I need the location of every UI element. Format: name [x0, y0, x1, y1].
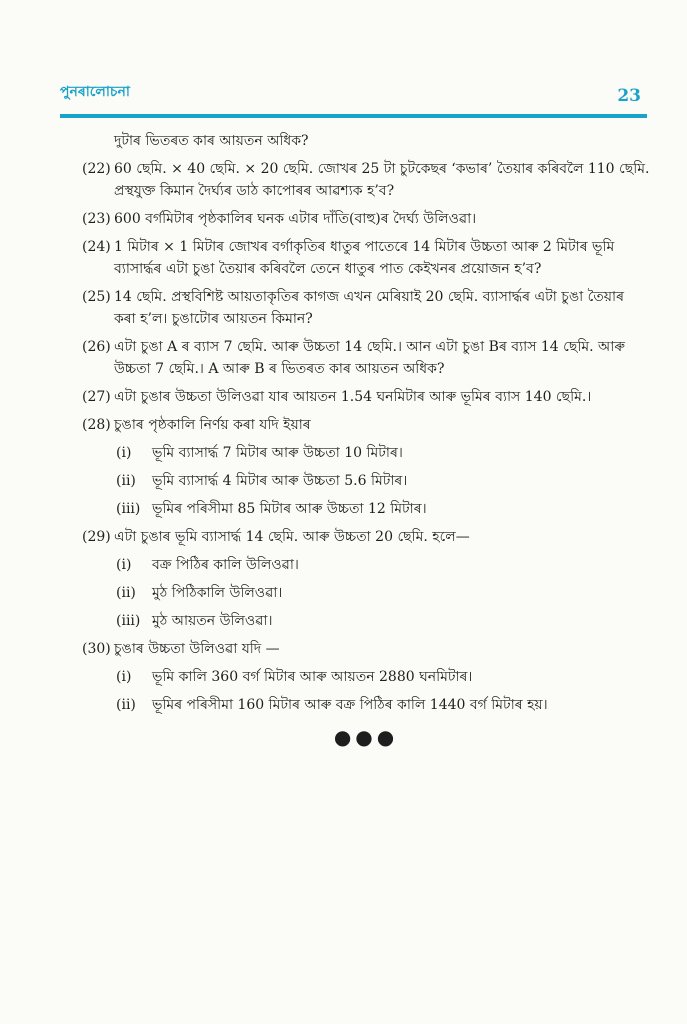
question-number: (23) [82, 211, 111, 227]
section-title: পুনৰালোচনা [60, 84, 130, 100]
sub-question-text: মুঠ আয়তন উলিওৱা। [152, 613, 273, 629]
sub-question [116, 442, 650, 464]
question-number: (28) [82, 417, 111, 433]
question-28 [82, 414, 650, 436]
sub-question-number: (ii) [116, 473, 136, 489]
question-number: (27) [82, 389, 111, 405]
question-text: 60 ছেমি. × 40 ছেমি. × 20 ছেমি. জোখৰ 25 টা চুটকেছৰ ‘কভাৰ’ তৈয়াৰ কৰিবলৈ 110 ছেমি. প্ৰস্থযুক্ত কিমান দৈৰ্ঘ্যৰ ডাঠ কাপোৰৰ আৱশ্যক হ’ব? [114, 161, 650, 199]
page-header [60, 72, 647, 118]
question-number: (30) [82, 641, 111, 657]
sub-question-number: (iii) [116, 501, 141, 517]
sub-question-text: ভূমিৰ পৰিসীমা 160 মিটাৰ আৰু বক্ৰ পিঠিৰ কালি 1440 বৰ্গ মিটাৰ হয়। [152, 697, 548, 713]
question-25 [82, 286, 650, 330]
question-text: চুঙাৰ পৃষ্ঠকালি নিৰ্ণয় কৰা যদি ইয়াৰ [114, 417, 311, 433]
sub-question-text: ভূমি ব্যাসাৰ্দ্ধ 4 মিটাৰ আৰু উচ্চতা 5.6 মিটাৰ। [152, 473, 408, 489]
sub-question-number: (i) [116, 445, 132, 461]
question-number: (25) [82, 289, 111, 305]
sub-question [116, 470, 650, 492]
sub-question-number: (i) [116, 669, 132, 685]
sub-question [116, 666, 650, 688]
question-number: (26) [82, 339, 111, 355]
question-26 [82, 336, 650, 380]
sub-question [116, 610, 650, 632]
sub-question-text: ভূমি ব্যাসাৰ্দ্ধ 7 মিটাৰ আৰু উচ্চতা 10 মিটাৰ। [152, 445, 403, 461]
question-27 [82, 386, 650, 408]
question-29 [82, 526, 650, 548]
sub-question-number: (i) [116, 557, 132, 573]
question-23 [82, 208, 650, 230]
sub-question-number: (ii) [116, 585, 136, 601]
question-text: 14 ছেমি. প্ৰস্থবিশিষ্ট আয়তাকৃতিৰ কাগজ এখন মেৰিয়াই 20 ছেমি. ব্যাসাৰ্দ্ধৰ এটা চুঙা তৈয়াৰ কৰা হ’ল। চুঙাটোৰ আয়তন কিমান? [114, 289, 624, 327]
sub-question-text: মুঠ পিঠিকালি উলিওৱা। [152, 585, 283, 601]
sub-question [116, 582, 650, 604]
question-number: (24) [82, 239, 111, 255]
end-of-section-dots: ●●● [333, 725, 399, 749]
sub-question-text: ভূমিৰ পৰিসীমা 85 মিটাৰ আৰু উচ্চতা 12 মিটাৰ। [152, 501, 427, 517]
sub-question-number: (iii) [116, 613, 141, 629]
question-24 [82, 236, 650, 280]
sub-question [116, 554, 650, 576]
continuation-text: দুটাৰ ভিতৰত কাৰ আয়তন অধিক? [114, 133, 309, 149]
sub-question [116, 498, 650, 520]
sub-question-text: ভূমি কালি 360 বৰ্গ মিটাৰ আৰু আয়তন 2880 ঘনমিটাৰ। [152, 669, 473, 685]
question-number: (22) [82, 161, 111, 177]
sub-question [116, 694, 650, 716]
question-text: এটা চুঙা A ৰ ব্যাস 7 ছেমি. আৰু উচ্চতা 14 ছেমি.। আন এটা চুঙা Bৰ ব্যাস 14 ছেমি. আৰু উচ্চতা 7 ছেমি.। A আৰু B ৰ ভিতৰত কাৰ আয়তন অধিক? [114, 339, 625, 377]
question-text: 600 বৰ্গমিটাৰ পৃষ্ঠকালিৰ ঘনক এটাৰ দাঁতি(বাহু)ৰ দৈৰ্ঘ্য উলিওৱা। [114, 211, 477, 227]
question-text: চুঙাৰ উচ্চতা উলিওৱা যদি — [114, 641, 280, 657]
page-number: 23 [617, 86, 641, 106]
question-text: এটা চুঙাৰ ভূমি ব্যাসাৰ্দ্ধ 14 ছেমি. আৰু উচ্চতা 20 ছেমি. হলে— [114, 529, 470, 545]
question-22 [82, 158, 650, 202]
question-number: (29) [82, 529, 111, 545]
sub-question-text: বক্ৰ পিঠিৰ কালি উলিওৱা। [152, 557, 299, 573]
question-text: 1 মিটাৰ × 1 মিটাৰ জোখৰ বৰ্গাকৃতিৰ ধাতুৰ পাতেৰে 14 মিটাৰ উচ্চতা আৰু 2 মিটাৰ ভূমি ব্যাসাৰ্দ্ধৰ এটা চুঙা তৈয়াৰ কৰিবলৈ তেনে ধাতুৰ পাত কেইখনৰ প্ৰয়োজন হ’ব? [114, 239, 615, 277]
question-30 [82, 638, 650, 660]
header-rule [60, 114, 647, 118]
question-text: এটা চুঙাৰ উচ্চতা উলিওৱা যাৰ আয়তন 1.54 ঘনমিটাৰ আৰু ভূমিৰ ব্যাস 140 ছেমি.। [114, 389, 592, 405]
sub-question-number: (ii) [116, 697, 136, 713]
page-content [82, 130, 650, 748]
